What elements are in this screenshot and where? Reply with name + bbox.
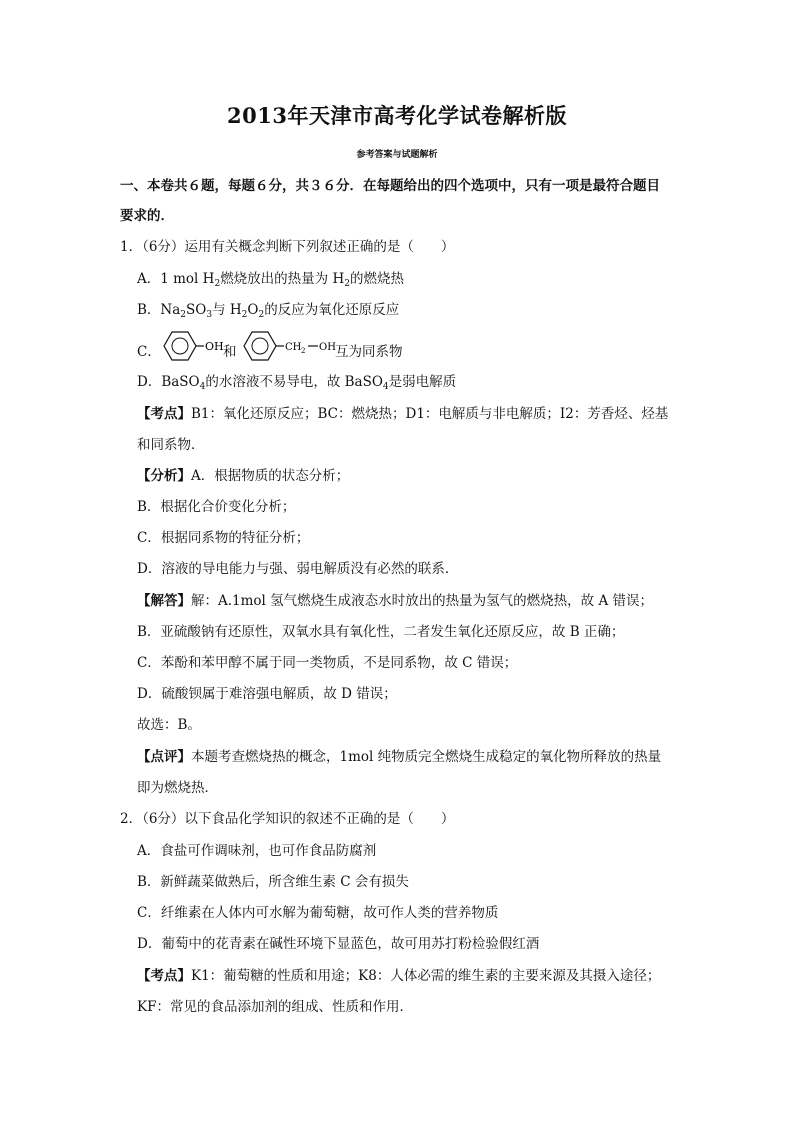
q1-kaodian-line2: 和同系物．	[137, 437, 205, 453]
q1-fenxi-d: D．溶液的导电能力与强、弱电解质没有必然的联系．	[137, 561, 459, 577]
question-1-option-b	[137, 301, 399, 319]
option-c-and: 和	[223, 344, 237, 360]
page-title: 2013年天津市高考化学试卷解析版	[227, 103, 567, 128]
benzyl-ch2-label: CH	[285, 342, 302, 353]
option-b-text-4: O	[247, 302, 259, 318]
question-1-option-d	[137, 373, 456, 391]
question-2-option-b: B．新鲜蔬菜做熟后，所含维生素 C 会有损失	[137, 874, 409, 890]
question-1-option-c-label: C．	[137, 344, 161, 360]
question-2-stem: 2．（6分）以下食品化学知识的叙述不正确的是（ ）	[120, 811, 455, 827]
q1-fenxi-b: B．根据化合价变化分析；	[137, 499, 296, 515]
question-2-option-d: D．葡萄中的花青素在碱性环境下显蓝色，故可用苏打粉检验假红酒	[137, 936, 540, 952]
phenol-ring	[164, 332, 196, 360]
q1-jieda-c: C．苯酚和苯甲醇不属于同一类物质，不是同系物，故 C 错误；	[137, 655, 518, 671]
fenxi-tag: 【分析】	[137, 468, 191, 484]
benzyl-oh-label: OH	[319, 342, 336, 353]
fenxi-a-text: A．根据物质的状态分析；	[191, 468, 350, 484]
benzyl-alcohol-structure	[238, 328, 338, 364]
jieda-a-text: 解：A.1mol 氢气燃烧生成液态水时放出的热量为氢气的燃烧热，故 A 错误；	[191, 593, 653, 609]
option-d-sub-1: 4	[199, 382, 206, 392]
dianping-text: 本题考查燃烧热的概念，1mol 纯物质完全燃烧生成稳定的氧化物所释放的热量	[191, 749, 662, 765]
q1-dianping-line1	[137, 748, 661, 766]
option-d-text-3: 是弱电解质	[388, 374, 457, 390]
option-b-sub-4: 2	[258, 310, 265, 320]
q2-kaodian-tag: 【考点】	[137, 968, 191, 984]
option-d-text-1: D．BaSO	[137, 374, 200, 390]
kaodian-text: B1：氧化还原反应；BC：燃烧热；D1：电解质与非电解质；I2：芳香烃、烃基	[191, 406, 669, 422]
phenol-structure	[158, 328, 228, 364]
benzyl-ring-circle	[252, 338, 268, 354]
question-1-stem: 1．（6分）运用有关概念判断下列叙述正确的是（ ）	[120, 239, 455, 255]
jieda-tag: 【解答】	[137, 593, 191, 609]
phenol-ring-circle	[172, 338, 188, 354]
q1-jieda-d: D．硫酸钡属于难溶强电解质，故 D 错误；	[137, 686, 397, 702]
page-subtitle: 参考答案与试题解析	[356, 150, 438, 160]
dianping-tag: 【点评】	[137, 749, 191, 765]
option-a-sub-2: 2	[344, 279, 350, 289]
question-2-option-a: A．食盐可作调味剂，也可作食品防腐剂	[137, 843, 377, 859]
q1-dianping-line2: 即为燃烧热．	[137, 780, 218, 796]
section-header-line1: 一、本卷共６题，每题６分，共３６分．在每题给出的四个选项中，只有一项是最符合题目	[120, 178, 660, 194]
kaodian-tag: 【考点】	[137, 406, 191, 422]
option-b-text-3: 与 H	[212, 302, 242, 318]
question-1-option-a	[137, 270, 404, 288]
option-b-sub-1: 2	[180, 310, 187, 320]
question-2-option-c: C．纤维素在人体内可水解为葡萄糖，故可作人类的营养物质	[137, 905, 499, 921]
q2-kaodian-line1	[137, 967, 660, 985]
option-d-text-2: 的水溶液不易导电，故 BaSO	[205, 374, 383, 390]
phenol-oh-label: OH	[205, 340, 224, 353]
q1-jieda-a	[137, 592, 653, 610]
benzyl-ch2-sub: 2	[301, 347, 306, 355]
q1-jieda-b: B．亚硫酸钠有还原性，双氧水具有氧化性，二者发生氧化还原反应，故 B 正确；	[137, 624, 625, 640]
option-a-text-1: A．1 mol H	[137, 271, 215, 287]
option-a-text-3: 的燃烧热	[350, 271, 404, 287]
q1-answer: 故选：B。	[137, 717, 201, 733]
option-b-sub-3: 2	[241, 310, 248, 320]
q2-kaodian-text: K1：葡萄糖的性质和用途；K8：人体必需的维生素的主要来源及其摄入途径；	[191, 968, 661, 984]
option-b-text-2: SO	[186, 302, 207, 318]
q1-fenxi-a	[137, 467, 349, 485]
section-header-line2: 要求的．	[120, 208, 174, 224]
option-b-text-5: 的反应为氧化还原反应	[264, 302, 400, 318]
q1-fenxi-c: C．根据同系物的特征分析；	[137, 530, 310, 546]
benzyl-ring	[244, 332, 276, 360]
q1-kaodian-line1	[137, 405, 668, 423]
option-a-sub-1: 2	[214, 279, 221, 289]
option-a-text-2: 燃烧放出的热量为 H	[220, 271, 345, 287]
option-b-text-1: B．Na	[137, 302, 181, 318]
option-b-sub-2: 3	[206, 310, 213, 320]
q2-kaodian-line2: KF：常见的食品添加剂的组成、性质和作用．	[137, 999, 413, 1015]
option-d-sub-2: 4	[382, 382, 389, 392]
option-c-post: 互为同系物	[335, 344, 403, 360]
